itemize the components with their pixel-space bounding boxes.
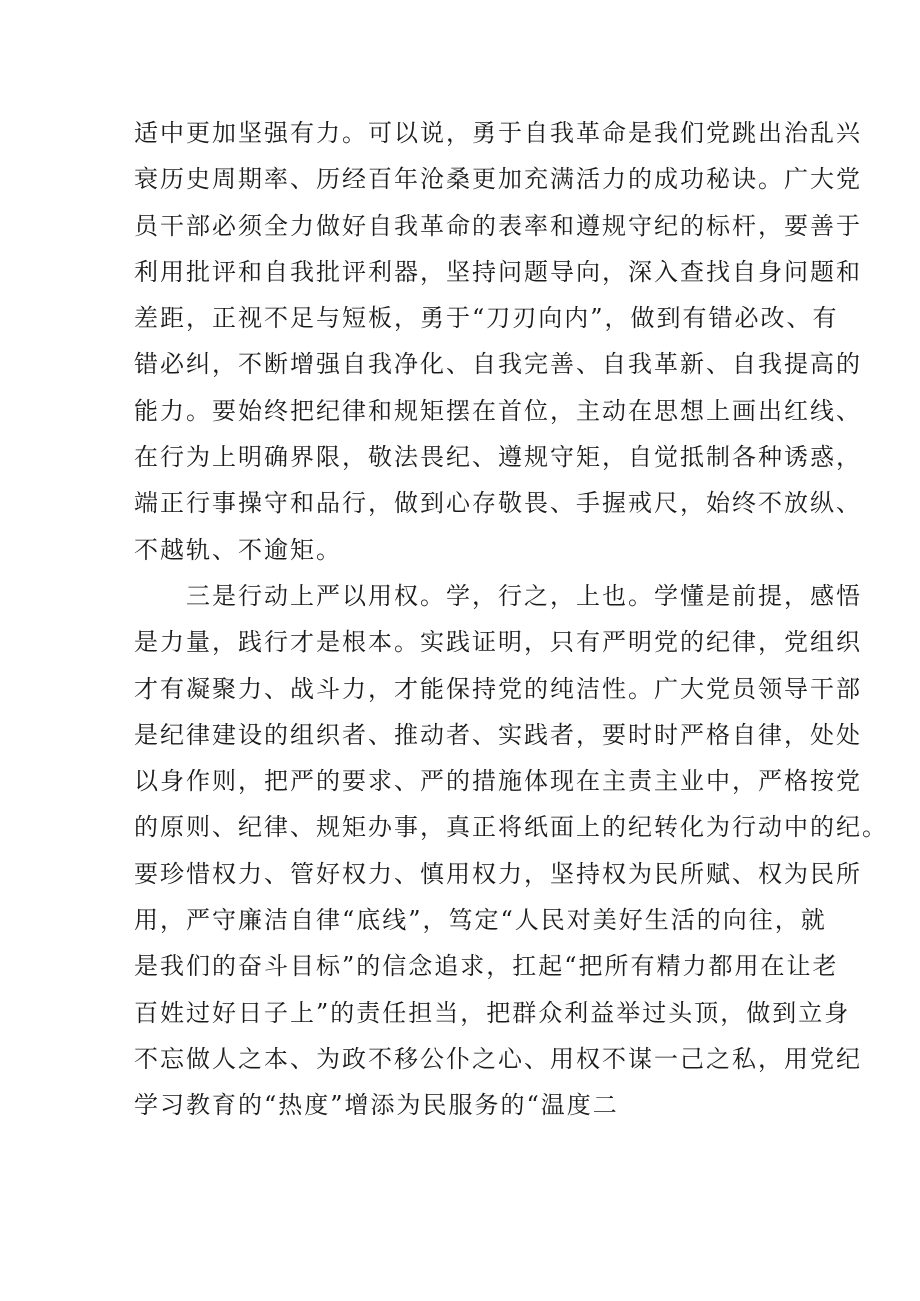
text-line-1: 适中更加坚强有力。可以说，勇于自我革命是我们党跳出治乱兴 [134, 119, 862, 147]
text-line-13: 才有凝聚力、战斗力，才能保持党的纯洁性。广大党员领导干部 [134, 674, 862, 703]
text-line-8: 在行为上明确界限，敬法畏纪、遵规守矩，自觉抵制各种诱惑， [134, 443, 862, 472]
text-line-19: 是我们的奋斗目标”的信念追求，扛起“把所有精力都用在让老 [134, 952, 839, 981]
text-line-17: 要珍惜权力、管好权力、慎用权力，坚持权为民所赋、权为民所 [134, 859, 862, 888]
text-line-5: 差距，正视不足与短板，勇于“刀刃向内”，做到有错必改、有 [134, 304, 839, 333]
text-line-10: 不越轨、不逾矩。 [134, 535, 342, 564]
text-line-6: 错必纠，不断增强自我净化、自我完善、自我革新、自我提高的 [134, 350, 862, 379]
text-line-22: 学习教育的“热度”增添为民服务的“温度二 [134, 1091, 619, 1120]
text-line-14: 是纪律建设的组织者、推动者、实践者，要时时严格自律，处处 [134, 720, 862, 749]
paragraph-start-line: 三是行动上严以用权。学，行之，上也。学懂是前提，感悟 [186, 581, 862, 610]
text-line-3: 员干部必须全力做好自我革命的表率和遵规守纪的标杆，要善于 [134, 211, 862, 240]
text-line-9: 端正行事操守和品行，做到心存敬畏、手握戒尺，始终不放纵、 [134, 489, 862, 518]
text-line-15: 以身作则，把严的要求、严的措施体现在主责主业中，严格按党 [134, 767, 862, 796]
text-line-2: 衰历史周期率、历经百年沧桑更加充满活力的成功秘诀。广大党 [134, 165, 862, 194]
text-line-18: 用，严守廉洁自律“底线”，笃定“人民对美好生活的向往，就 [134, 906, 827, 935]
text-line-20: 百姓过好日子上”的责任担当，把群众利益举过头顶，做到立身 [134, 998, 851, 1027]
text-line-4: 利用批评和自我批评利器，坚持问题导向，深入查找自身问题和 [134, 257, 862, 286]
text-line-21: 不忘做人之本、为政不移公仆之心、用权不谋一己之私，用党纪 [134, 1044, 862, 1073]
text-line-7: 能力。要始终把纪律和规矩摆在首位，主动在思想上画出红线、 [134, 396, 862, 425]
text-line-12: 是力量，践行才是根本。实践证明，只有严明党的纪律，党组织 [134, 628, 862, 657]
text-line-16: 的原则、纪律、规矩办事，真正将纸面上的纪转化为行动中的纪。 [134, 813, 888, 842]
document-body [134, 110, 888, 1129]
